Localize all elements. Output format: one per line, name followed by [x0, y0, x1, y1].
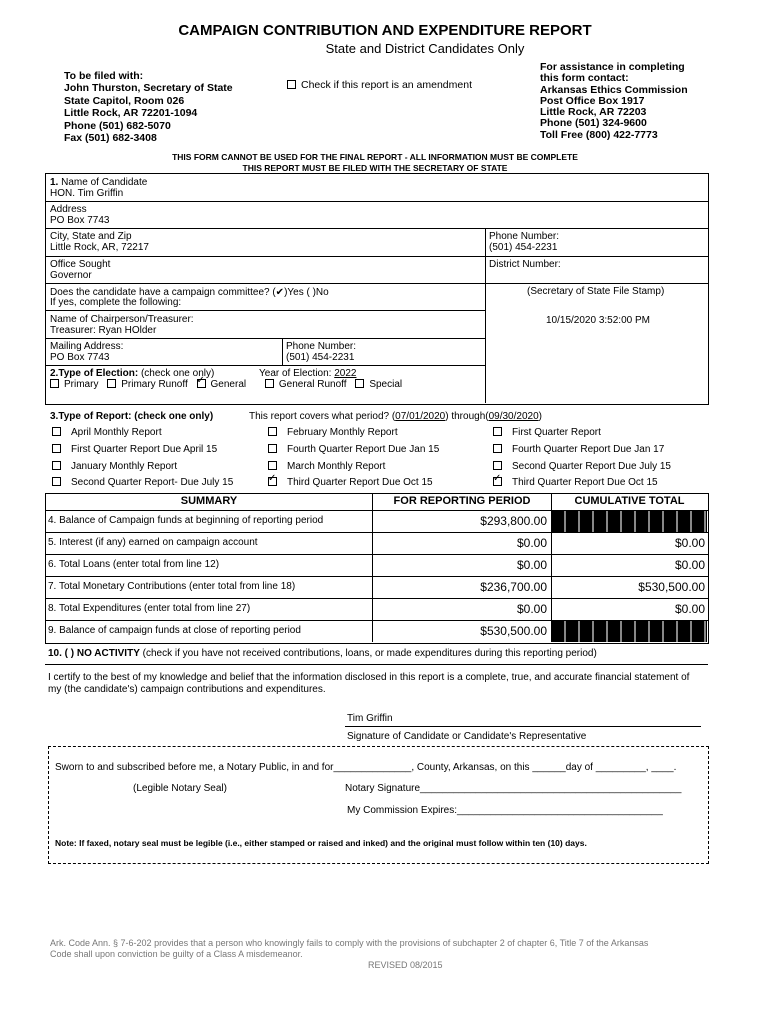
- file-with-line: Phone (501) 682-5070: [64, 119, 171, 132]
- shaded-cell: [552, 511, 707, 532]
- chair-value: Treasurer: Ryan HOlder: [50, 325, 157, 336]
- notary-sworn: Sworn to and subscribed before me, a Notary Public, in and for______________, County, Arkansas, on this ______day of _________, ____.: [55, 762, 677, 773]
- assistance-line: For assistance in completing: [540, 61, 685, 73]
- checkbox[interactable]: [52, 477, 61, 486]
- certify-line: I certify to the best of my knowledge and belief that the information disclosed in this report is a complete, true, and accurate financial statement of: [48, 672, 690, 683]
- election-year: Year of Election: 2022: [259, 368, 357, 379]
- statute-notice: [50, 938, 648, 960]
- summary-cumulative-value: $0.00: [674, 536, 705, 550]
- election-option-primary[interactable]: Primary: [50, 379, 98, 390]
- checkbox[interactable]: [493, 461, 502, 470]
- chair-label: Name of Chairperson/Treasurer:: [50, 314, 194, 325]
- summary-period-value: $530,500.00: [480, 624, 547, 638]
- filing-notice: [0, 152, 750, 173]
- summary-cumulative-value: $0.00: [674, 602, 705, 616]
- address-value: PO Box 7743: [50, 215, 110, 226]
- election-options: [50, 379, 402, 391]
- file-with-line: Little Rock, AR 72201-1094: [64, 107, 198, 120]
- report-period: This report covers what period? (07/01/2020) through(09/30/2020): [249, 411, 542, 422]
- report-option[interactable]: Second Quarter Report Due July 15: [493, 461, 671, 472]
- file-with-block: [64, 70, 233, 144]
- checkbox[interactable]: [50, 379, 59, 388]
- signature-label: Signature of Candidate or Candidate's Representative: [347, 731, 587, 742]
- candidate-name-label: 1. Name of Candidate: [50, 177, 148, 188]
- summary-period-value: $0.00: [516, 558, 547, 572]
- checkbox[interactable]: [265, 379, 274, 388]
- statute-line: Code shall upon conviction be guilty of a Class A misdemeanor.: [50, 949, 303, 959]
- summary-row-label: 6. Total Loans (enter total from line 12): [48, 559, 220, 570]
- summary-header: SUMMARY: [180, 495, 238, 507]
- assistance-line: Little Rock, AR 72203: [540, 106, 647, 119]
- district-label: District Number:: [489, 259, 561, 270]
- statute-line: Ark. Code Ann. § 7-6-202 provides that a person who knowingly fails to comply with the provisions of subchapter 2 of chapter 6, Title 7 of the Arkansas: [50, 938, 649, 948]
- form-title: CAMPAIGN CONTRIBUTION AND EXPENDITURE REPORT: [178, 22, 592, 39]
- amendment-option: [287, 79, 472, 91]
- report-option[interactable]: March Monthly Report: [268, 461, 385, 472]
- revision-label: REVISED 08/2015: [368, 960, 443, 970]
- file-with-line: State Capitol, Room 026: [64, 94, 185, 107]
- report-option[interactable]: First Quarter Report Due April 15: [52, 444, 217, 455]
- report-option[interactable]: Fourth Quarter Report Due Jan 17: [493, 444, 664, 455]
- committee-question: Does the candidate have a campaign committee? (✔)Yes ( )No: [50, 287, 329, 298]
- checkbox[interactable]: [52, 461, 61, 470]
- election-option-special[interactable]: Special: [355, 379, 402, 390]
- report-option-selected[interactable]: ✓ Third Quarter Report Due Oct 15: [493, 477, 658, 488]
- mailing-label: Mailing Address:: [50, 341, 124, 352]
- candidate-name: HON. Tim Griffin: [50, 188, 124, 199]
- file-with-line: Fax (501) 682-3408: [64, 132, 157, 145]
- assistance-line: Phone (501) 324-9600: [540, 117, 647, 130]
- report-option[interactable]: Second Quarter Report- Due July 15: [52, 477, 233, 488]
- checkbox[interactable]: [52, 444, 61, 453]
- summary-cumulative-value: $530,500.00: [638, 580, 705, 594]
- report-option[interactable]: January Monthly Report: [52, 461, 177, 472]
- report-option[interactable]: February Monthly Report: [268, 427, 398, 438]
- checkbox-checked[interactable]: [268, 477, 277, 486]
- notary-signature: Notary Signature_______________________________________________: [345, 783, 682, 794]
- summary-row-label: 9. Balance of campaign funds at close of reporting period: [48, 625, 301, 636]
- report-option[interactable]: April Monthly Report: [52, 427, 162, 438]
- signer-name: Tim Griffin: [347, 713, 393, 724]
- checkbox[interactable]: [107, 379, 116, 388]
- phone-label: Phone Number:: [489, 231, 560, 242]
- file-stamp-date: 10/15/2020 3:52:00 PM: [546, 315, 650, 326]
- assistance-line: Toll Free (800) 422-7773: [540, 128, 658, 141]
- mailing-phone-value: (501) 454-2231: [286, 352, 355, 363]
- phone-value: (501) 454-2231: [489, 242, 558, 253]
- checkbox-checked[interactable]: [197, 379, 206, 388]
- address-label: Address: [50, 204, 87, 215]
- no-activity-line: 10. ( ) NO ACTIVITY (check if you have not received contributions, loans, or made expenditures during this reporting period): [48, 648, 597, 659]
- summary-row-label: 8. Total Expenditures (enter total from line 27): [48, 603, 251, 614]
- certification-text: [48, 672, 689, 696]
- form-subtitle: State and District Candidates Only: [325, 41, 525, 56]
- election-option-general-runoff[interactable]: General Runoff: [265, 379, 347, 390]
- office-label: Office Sought: [50, 259, 111, 270]
- summary-row-label: 5. Interest (if any) earned on campaign account: [48, 537, 258, 548]
- summary-cumulative-value: $0.00: [674, 558, 705, 572]
- notary-expires: My Commission Expires:_____________________________________: [347, 805, 663, 816]
- mailing-value: PO Box 7743: [50, 352, 110, 363]
- summary-period-value: $0.00: [516, 536, 547, 550]
- file-with-line: John Thurston, Secretary of State: [64, 82, 233, 95]
- checkbox[interactable]: [268, 427, 277, 436]
- period-header: FOR REPORTING PERIOD: [393, 495, 531, 507]
- checkbox[interactable]: [493, 444, 502, 453]
- summary-period-value: $293,800.00: [480, 514, 547, 528]
- assistance-line: this form contact:: [540, 72, 629, 85]
- assistance-block: [540, 62, 688, 141]
- checkbox[interactable]: [493, 427, 502, 436]
- office-value: Governor: [50, 270, 92, 281]
- report-option-selected[interactable]: ✓ Third Quarter Report Due Oct 15: [268, 477, 433, 488]
- summary-period-value: $0.00: [516, 602, 547, 616]
- mailing-phone-label: Phone Number:: [286, 341, 357, 352]
- report-option[interactable]: First Quarter Report: [493, 427, 601, 438]
- assistance-line: Post Office Box 1917: [540, 94, 645, 107]
- report-option[interactable]: Fourth Quarter Report Due Jan 15: [268, 444, 439, 455]
- report-type-label: 3.Type of Report: (check one only): [50, 411, 214, 422]
- certify-line: my (the candidate's) campaign contributions and expenditures.: [48, 684, 326, 695]
- summary-row-label: 4. Balance of Campaign funds at beginning of reporting period: [48, 515, 324, 526]
- city-value: Little Rock, AR, 72217: [50, 242, 149, 253]
- amendment-label: Check if this report is an amendment: [301, 79, 472, 91]
- election-option-general[interactable]: ✓ General: [197, 379, 247, 390]
- summary-period-value: $236,700.00: [480, 580, 547, 594]
- checkbox[interactable]: [268, 444, 277, 453]
- notice-line: THIS REPORT MUST BE FILED WITH THE SECRETARY OF STATE: [242, 162, 508, 173]
- election-option-primary-runoff[interactable]: Primary Runoff: [107, 379, 188, 390]
- amendment-checkbox[interactable]: [287, 80, 296, 89]
- notice-line: THIS FORM CANNOT BE USED FOR THE FINAL REPORT - ALL INFORMATION MUST BE COMPLETE: [172, 152, 578, 162]
- file-with-line: To be filed with:: [64, 70, 144, 82]
- file-stamp-label: (Secretary of State File Stamp): [527, 286, 665, 297]
- summary-row-label: 7. Total Monetary Contributions (enter total from line 18): [48, 581, 296, 592]
- committee-note: If yes, complete the following:: [50, 297, 182, 308]
- checkbox[interactable]: [52, 427, 61, 436]
- checkbox[interactable]: [355, 379, 364, 388]
- city-label: City, State and Zip: [50, 231, 132, 242]
- notary-seal: (Legible Notary Seal): [133, 783, 227, 794]
- shaded-cell: [552, 621, 707, 642]
- checkbox-checked[interactable]: [493, 477, 502, 486]
- notary-note: Note: If faxed, notary seal must be legible (i.e., either stamped or raised and inked) and the original must follow within ten (10) days.: [55, 838, 587, 848]
- cumulative-header: CUMULATIVE TOTAL: [574, 495, 685, 507]
- assistance-line: Arkansas Ethics Commission: [540, 83, 688, 96]
- election-type-label: 2.Type of Election: (check one only): [50, 368, 215, 379]
- checkbox[interactable]: [268, 461, 277, 470]
